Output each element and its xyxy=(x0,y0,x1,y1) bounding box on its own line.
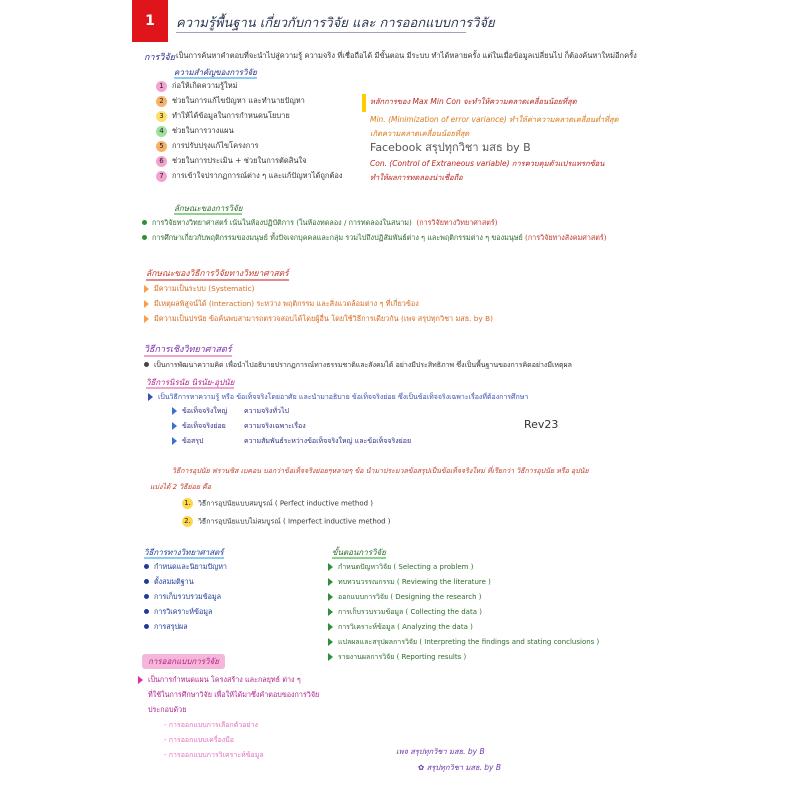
maxmincon-line-2: Min. (Minimization of error variance) ทำให้ค่าความคลาดเคลื่อนต่ำที่สุด xyxy=(370,115,619,124)
list-item: มีเหตุผลพิสูจน์ได้ (Interaction) ระหว่าง พฤติกรรม และสิ่งแวดล้อมต่าง ๆ ที่เกี่ยวข้อง xyxy=(144,299,493,314)
importance-heading: ความสำคัญของการวิจัย xyxy=(174,68,257,77)
number-badge: 1 xyxy=(156,81,167,92)
maxmincon-line-5: ทำให้ผลการทดลองน่าเชื่อถือ xyxy=(370,173,463,182)
importance-list xyxy=(156,80,343,185)
list-item: - การออกแบบเครื่องมือ xyxy=(164,736,235,744)
maxmincon-line-4: Con. (Control of Extraneous variable) การควบคุมตัวแปรแทรกซ้อน xyxy=(370,159,605,168)
maxmincon-bar xyxy=(362,94,366,112)
list-item: ข้อเท็จจริงใหญ่ ความจริงทั่วไป xyxy=(172,406,411,421)
watermark-text: Facebook สรุปทุกวิชา มสธ by B xyxy=(370,141,531,154)
list-item: 7 การเข้าใจปรากฏการณ์ต่าง ๆ และแก้ปัญหาได้ถูกต้อง xyxy=(156,170,343,185)
list-item: ทบทวนวรรณกรรม ( Reviewing the literature ) xyxy=(328,577,599,592)
number-badge: 4 xyxy=(156,126,167,137)
definition-text: เป็นการค้นหาคำตอบที่จะนำไปสู่ความรู้ ความจริง ที่เชื่อถือได้ มีขั้นตอน มีระบบ ทำได้หลายครั้ง แต่ในเมื่อข้อมูลเปลี่ยนไป ก็ต้องค้นหาใหม่อีกครั้ง xyxy=(176,51,637,60)
chapter-badge xyxy=(132,0,168,42)
number-badge: 6 xyxy=(156,156,167,167)
research-steps-list xyxy=(328,562,599,667)
deduction-rows xyxy=(172,406,411,451)
list-item: การวิเคราะห์ข้อมูล xyxy=(144,607,227,622)
number-badge: 3 xyxy=(156,111,167,122)
sci-steps-heading: วิธีการทางวิทยาศาสตร์ xyxy=(144,548,224,557)
revision-label: Rev23 xyxy=(524,418,559,431)
scimethod-heading: ลักษณะของวิธีการวิจัยทางวิทยาศาสตร์ xyxy=(146,269,289,279)
number-badge: 5 xyxy=(156,141,167,152)
document-page xyxy=(132,0,698,800)
maxmincon-line-1: หลักการของ Max Min Con จะทำให้ความคลาดเคลื่อนน้อยที่สุด xyxy=(370,97,577,106)
list-item: การเก็บรวบรวมข้อมูล ( Collecting the data ) xyxy=(328,607,599,622)
list-item: 2 ช่วยในการแก้ไขปัญหา และทำนายปัญหา xyxy=(156,95,343,110)
signature-line-2: ✿ สรุปทุกวิชา มสธ. by B xyxy=(418,763,502,772)
list-item: กำหนดและนิยามปัญหา xyxy=(144,562,227,577)
induction-methods xyxy=(182,498,391,534)
definition-term: การวิจัย xyxy=(144,53,175,63)
research-steps-heading: ขั้นตอนการวิจัย xyxy=(332,548,386,557)
induction-line-1: วิธีการอุปนัย ฟรานซิส เบคอน บอกว่าข้อเท็จจริงย่อยๆหลายๆ ข้อ นำมาประมวลข้อสรุปเป็นข้อเท็จจริงใหม่ ที่เรียกว่า วิธีการอุปนัย หรือ อุปนัย xyxy=(172,467,589,475)
design-list xyxy=(164,718,264,763)
list-item: 4 ช่วยในการวางแผน xyxy=(156,125,343,140)
list-item: แปลผลและสรุปผลการวิจัย ( Interpreting the findings and stating conclusions ) xyxy=(328,637,599,652)
list-item: 2. วิธีการอุปนัยแบบไม่สมบูรณ์ ( Imperfect inductive method ) xyxy=(182,516,391,534)
list-item: กำหนดปัญหาวิจัย ( Selecting a problem ) xyxy=(328,562,599,577)
maxmincon-line-3: เกิดความคลาดเคลื่อนน้อยที่สุด xyxy=(370,129,470,138)
types-heading: ลักษณะของการวิจัย xyxy=(174,204,243,213)
scientific-heading: วิธีการเชิงวิทยาศาสตร์ xyxy=(144,345,232,355)
list-item: การศึกษาเกี่ยวกับพฤติกรรมของมนุษย์ ทั้งปัจเจกบุคคลและกลุ่ม รวมไปถึงปฏิสัมพันธ์ต่าง ๆ และพฤติกรรมต่าง ๆ ของมนุษย์ (การวิจัยทางสังคมศาสตร์) xyxy=(142,233,607,248)
chapter-number: 1 xyxy=(145,13,155,29)
number-badge: 2 xyxy=(156,96,167,107)
types-list xyxy=(142,218,607,248)
list-item: 3 ทำให้ได้ข้อมูลในการกำหนดนโยบาย xyxy=(156,110,343,125)
induction-line-2: แบ่งได้ 2 วิธีย่อย คือ xyxy=(150,483,212,491)
number-badge: 7 xyxy=(156,171,167,182)
scientific-subheading: วิธีการนิรนัย นิรนัย-อุปนัย xyxy=(146,378,235,387)
list-item: ข้อเท็จจริงย่อย ความจริงเฉพาะเรื่อง xyxy=(172,421,411,436)
scimethod-list xyxy=(144,284,493,329)
list-item: การวิเคราะห์ข้อมูล ( Analyzing the data ) xyxy=(328,622,599,637)
list-item: 1. วิธีการอุปนัยแบบสมบูรณ์ ( Perfect inductive method ) xyxy=(182,498,391,516)
list-item: การวิจัยทางวิทยาศาสตร์ เน้นในห้องปฏิบัติการ (ในห้องทดลอง / การทดลองในสนาม) (การวิจัยทางวิทยาศาสตร์) xyxy=(142,218,607,233)
sci-steps-list xyxy=(144,562,227,637)
list-item: มีความเป็นระบบ (Systematic) xyxy=(144,284,493,299)
list-item: รายงานผลการวิจัย ( Reporting results ) xyxy=(328,652,599,667)
list-item: การเก็บรวบรวมข้อมูล xyxy=(144,592,227,607)
list-item: ออกแบบการวิจัย ( Designing the research ) xyxy=(328,592,599,607)
list-item: ตั้งสมมติฐาน xyxy=(144,577,227,592)
scientific-bullet: เป็นการพัฒนาความคิด เพื่อนำไปอธิบายปรากฏการณ์ทางธรรมชาติและสังคมได้ อย่างมีประสิทธิภาพ ซึ่งเป็นพื้นฐานของการคิดอย่างมีเหตุผล xyxy=(144,360,572,371)
title-underline xyxy=(176,32,466,33)
signature-line-1: เพจ สรุปทุกวิชา มสธ. by B xyxy=(396,747,485,756)
list-item: 1 ก่อให้เกิดความรู้ใหม่ xyxy=(156,80,343,95)
list-item: การสรุปผล xyxy=(144,622,227,637)
list-item: - การออกแบบการเลือกตัวอย่าง xyxy=(164,721,258,729)
list-item: 6 ช่วยในการประเมิน + ช่วยในการตัดสินใจ xyxy=(156,155,343,170)
list-item: - การออกแบบการวิเคราะห์ข้อมูล xyxy=(164,751,264,759)
list-item: ข้อสรุป ความสัมพันธ์ระหว่างข้อเท็จจริงใหญ่ และข้อเท็จจริงย่อย xyxy=(172,436,411,451)
scientific-sub-bullet: เป็นวิธีการหาความรู้ หรือ ข้อเท็จจริงโดยอาศัย และนำมาอธิบาย ข้อเท็จจริงย่อย ซึ่งเป็นข้อเท็จจริงเฉพาะเรื่องที่ต้องการศึกษา xyxy=(148,392,528,403)
design-text: เป็นการกำหนดแผน โครงสร้าง และกลยุทธ์ ต่าง ๆ ที่ใช้ในการศึกษาวิจัย เพื่อให้ได้มาซึ่งคำตอบของการวิจัย ประกอบด้วย xyxy=(138,672,319,717)
design-heading: การออกแบบการวิจัย xyxy=(142,654,225,669)
list-item: มีความเป็นปรนัย ข้อค้นพบสามารถตรวจสอบได้โดยผู้อื่น โดยใช้วิธีการเดียวกัน (เพจ สรุปทุกวิชา มสธ. by B) xyxy=(144,314,493,329)
list-item: 5 การปรับปรุงแก้ไขโครงการ xyxy=(156,140,343,155)
page-title: ความรู้พื้นฐาน เกี่ยวกับการวิจัย และ การออกแบบการวิจัย xyxy=(176,16,495,31)
